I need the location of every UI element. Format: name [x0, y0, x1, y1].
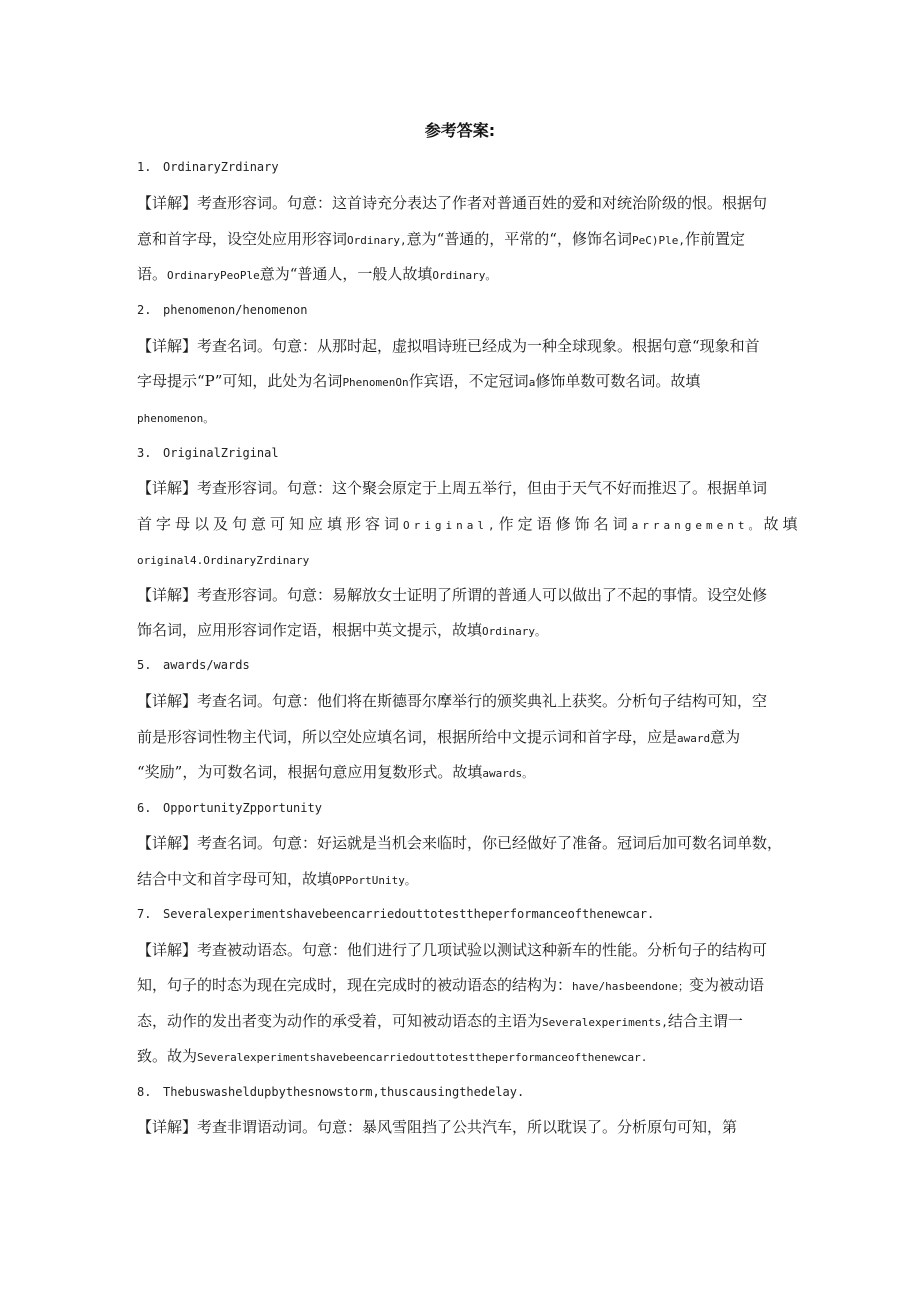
text-segment: 知，句子的时态为现在完成时，现在完成时的被动语态的结构为：	[137, 976, 573, 994]
text-segment: 作定语修饰名词	[498, 515, 632, 533]
text-segment: arrangement。	[631, 519, 764, 532]
explanation-line	[137, 264, 797, 286]
answer-line-2	[137, 300, 797, 320]
text-segment: original4.OrdinaryZrdinary	[137, 554, 310, 567]
page-title: 参考答案:	[424, 121, 496, 140]
explanation-line	[137, 229, 797, 251]
text-segment: 饰名词，应用形容词作定语，根据中英文提示，故填	[137, 621, 483, 639]
text-segment: 【详解】考查形容词。句意：这个聚会原定于上周五举行，但由于天气不好而推迟了。根据单词	[137, 479, 768, 497]
text-segment: Severalexperimentshavebeencarriedouttotesttheperformanceofthenewcar.	[163, 907, 655, 921]
explanation-line	[137, 1046, 797, 1068]
explanation-line	[137, 478, 797, 498]
text-segment: award	[677, 732, 711, 745]
text-segment: 【详解】考查形容词。句意：这首诗充分表达了作者对普通百姓的爱和对统治阶级的恨。根据句	[137, 194, 768, 212]
text-segment: 5.	[137, 658, 152, 672]
text-segment: PeC)Ple,	[631, 234, 685, 247]
explanation-line	[137, 514, 802, 536]
text-segment: 致。故为	[137, 1047, 198, 1065]
explanation-line	[137, 727, 797, 749]
text-segment: 态，动作的发出者变为动作的承受着，可知被动语态的主语为	[137, 1012, 543, 1030]
answer-line-8	[137, 1082, 797, 1102]
text-segment: 【详解】考查名词。句意：从那时起，虚拟唱诗班已经成为一种全球现象。根据句意“现象和首	[137, 337, 760, 355]
text-segment: Ordinary,	[347, 234, 407, 247]
explanation-line	[137, 407, 797, 429]
text-segment: 7.	[137, 907, 152, 921]
text-segment: Ordinary。	[482, 625, 546, 638]
text-segment: 结合主谓一	[667, 1012, 743, 1030]
explanation-line	[137, 691, 797, 711]
text-segment: 字母提示“P”可知，此处为名词	[137, 372, 343, 390]
text-segment: 意和首字母，设空处应用形容词	[137, 230, 348, 248]
answer-line-5	[137, 655, 797, 675]
text-segment: a	[528, 376, 536, 389]
explanation-line	[137, 975, 797, 997]
text-segment: PhenomenOn	[342, 376, 409, 389]
text-segment: 8.	[137, 1085, 152, 1099]
text-segment: OriginalZriginal	[163, 446, 279, 460]
text-segment: OrdinaryPeoPle	[167, 269, 260, 282]
explanation-line	[137, 620, 797, 642]
text-segment: phenomenon。	[137, 412, 215, 425]
text-segment: 变为被动语	[688, 976, 764, 994]
text-segment: 【详解】考查被动语态。句意：他们进行了几项试验以测试这种新车的性能。分析句子的结构可	[137, 941, 768, 959]
text-segment: 意为“普通的，平常的“，修饰名词	[406, 230, 632, 248]
text-segment: awards。	[482, 767, 534, 780]
text-segment: Severalexperimentshavebeencarriedouttotesttheperformanceofthenewcar.	[197, 1051, 648, 1064]
text-segment: 6.	[137, 801, 152, 815]
text-segment: OrdinaryZrdinary	[163, 160, 279, 174]
text-segment: 【详解】考查非谓语动词。句意：暴风雪阻挡了公共汽车，所以耽误了。分析原句可知，第	[137, 1118, 738, 1136]
text-segment: 修饰单数可数名词。故填	[535, 372, 701, 390]
text-segment: Ordinary。	[432, 269, 497, 282]
text-segment: 结合中文和首字母可知，故填	[137, 870, 333, 888]
explanation-line	[137, 1117, 797, 1137]
text-segment: 作宾语，不定冠词	[408, 372, 529, 390]
text-segment: “奖励”，为可数名词，根据句意应用复数形式。故填	[137, 763, 483, 781]
text-segment: have/hasbeendone；	[572, 980, 689, 993]
answer-line-6	[137, 798, 797, 818]
text-segment: 【详解】考查名词。句意：好运就是当机会来临时，你已经做好了准备。冠词后加可数名词单数，	[137, 834, 783, 852]
text-segment: 意为	[710, 728, 741, 746]
text-segment: OpportunityZpportunity	[163, 801, 322, 815]
text-segment: 2.	[137, 303, 152, 317]
explanation-line	[137, 193, 797, 213]
explanation-line	[137, 371, 797, 393]
explanation-line	[137, 833, 797, 853]
text-segment: 1.	[137, 160, 152, 174]
text-segment: 意为“普通人，一般人故填	[259, 265, 433, 283]
explanation-line	[137, 940, 797, 960]
explanation-line	[137, 1011, 797, 1033]
answer-line-1	[137, 157, 797, 177]
text-segment: Thebuswasheldupbythesnowstorm,thuscausingthedelay.	[163, 1085, 525, 1099]
text-segment: 首字母以及句意可知应填形容词	[137, 515, 404, 533]
explanation-line	[137, 549, 797, 571]
text-segment: 【详解】考查名词。句意：他们将在斯德哥尔摩举行的颁奖典礼上获奖。分析句子结构可知，空	[137, 692, 768, 710]
text-segment: 【详解】考查形容词。句意：易解放女士证明了所谓的普通人可以做出了不起的事情。设空处修	[137, 586, 768, 604]
text-segment: 3.	[137, 446, 152, 460]
text-segment: Original,	[403, 519, 499, 532]
explanation-line	[137, 585, 797, 605]
text-segment: 语。	[137, 265, 168, 283]
text-segment: Severalexperiments,	[542, 1016, 668, 1029]
text-segment: 作前置定	[684, 230, 745, 248]
explanation-line	[137, 869, 797, 891]
text-segment: awards/wards	[163, 658, 250, 672]
answer-line-3	[137, 443, 797, 463]
text-segment: phenomenon/henomenon	[163, 303, 308, 317]
explanation-line	[137, 336, 797, 356]
answer-line-7	[137, 904, 797, 924]
text-segment: 故填	[763, 515, 802, 533]
text-segment: 前是形容词性物主代词，所以空处应填名词，根据所给中文提示词和首字母，应是	[137, 728, 678, 746]
explanation-line	[137, 762, 797, 784]
text-segment: OPPortUnity。	[332, 874, 416, 887]
